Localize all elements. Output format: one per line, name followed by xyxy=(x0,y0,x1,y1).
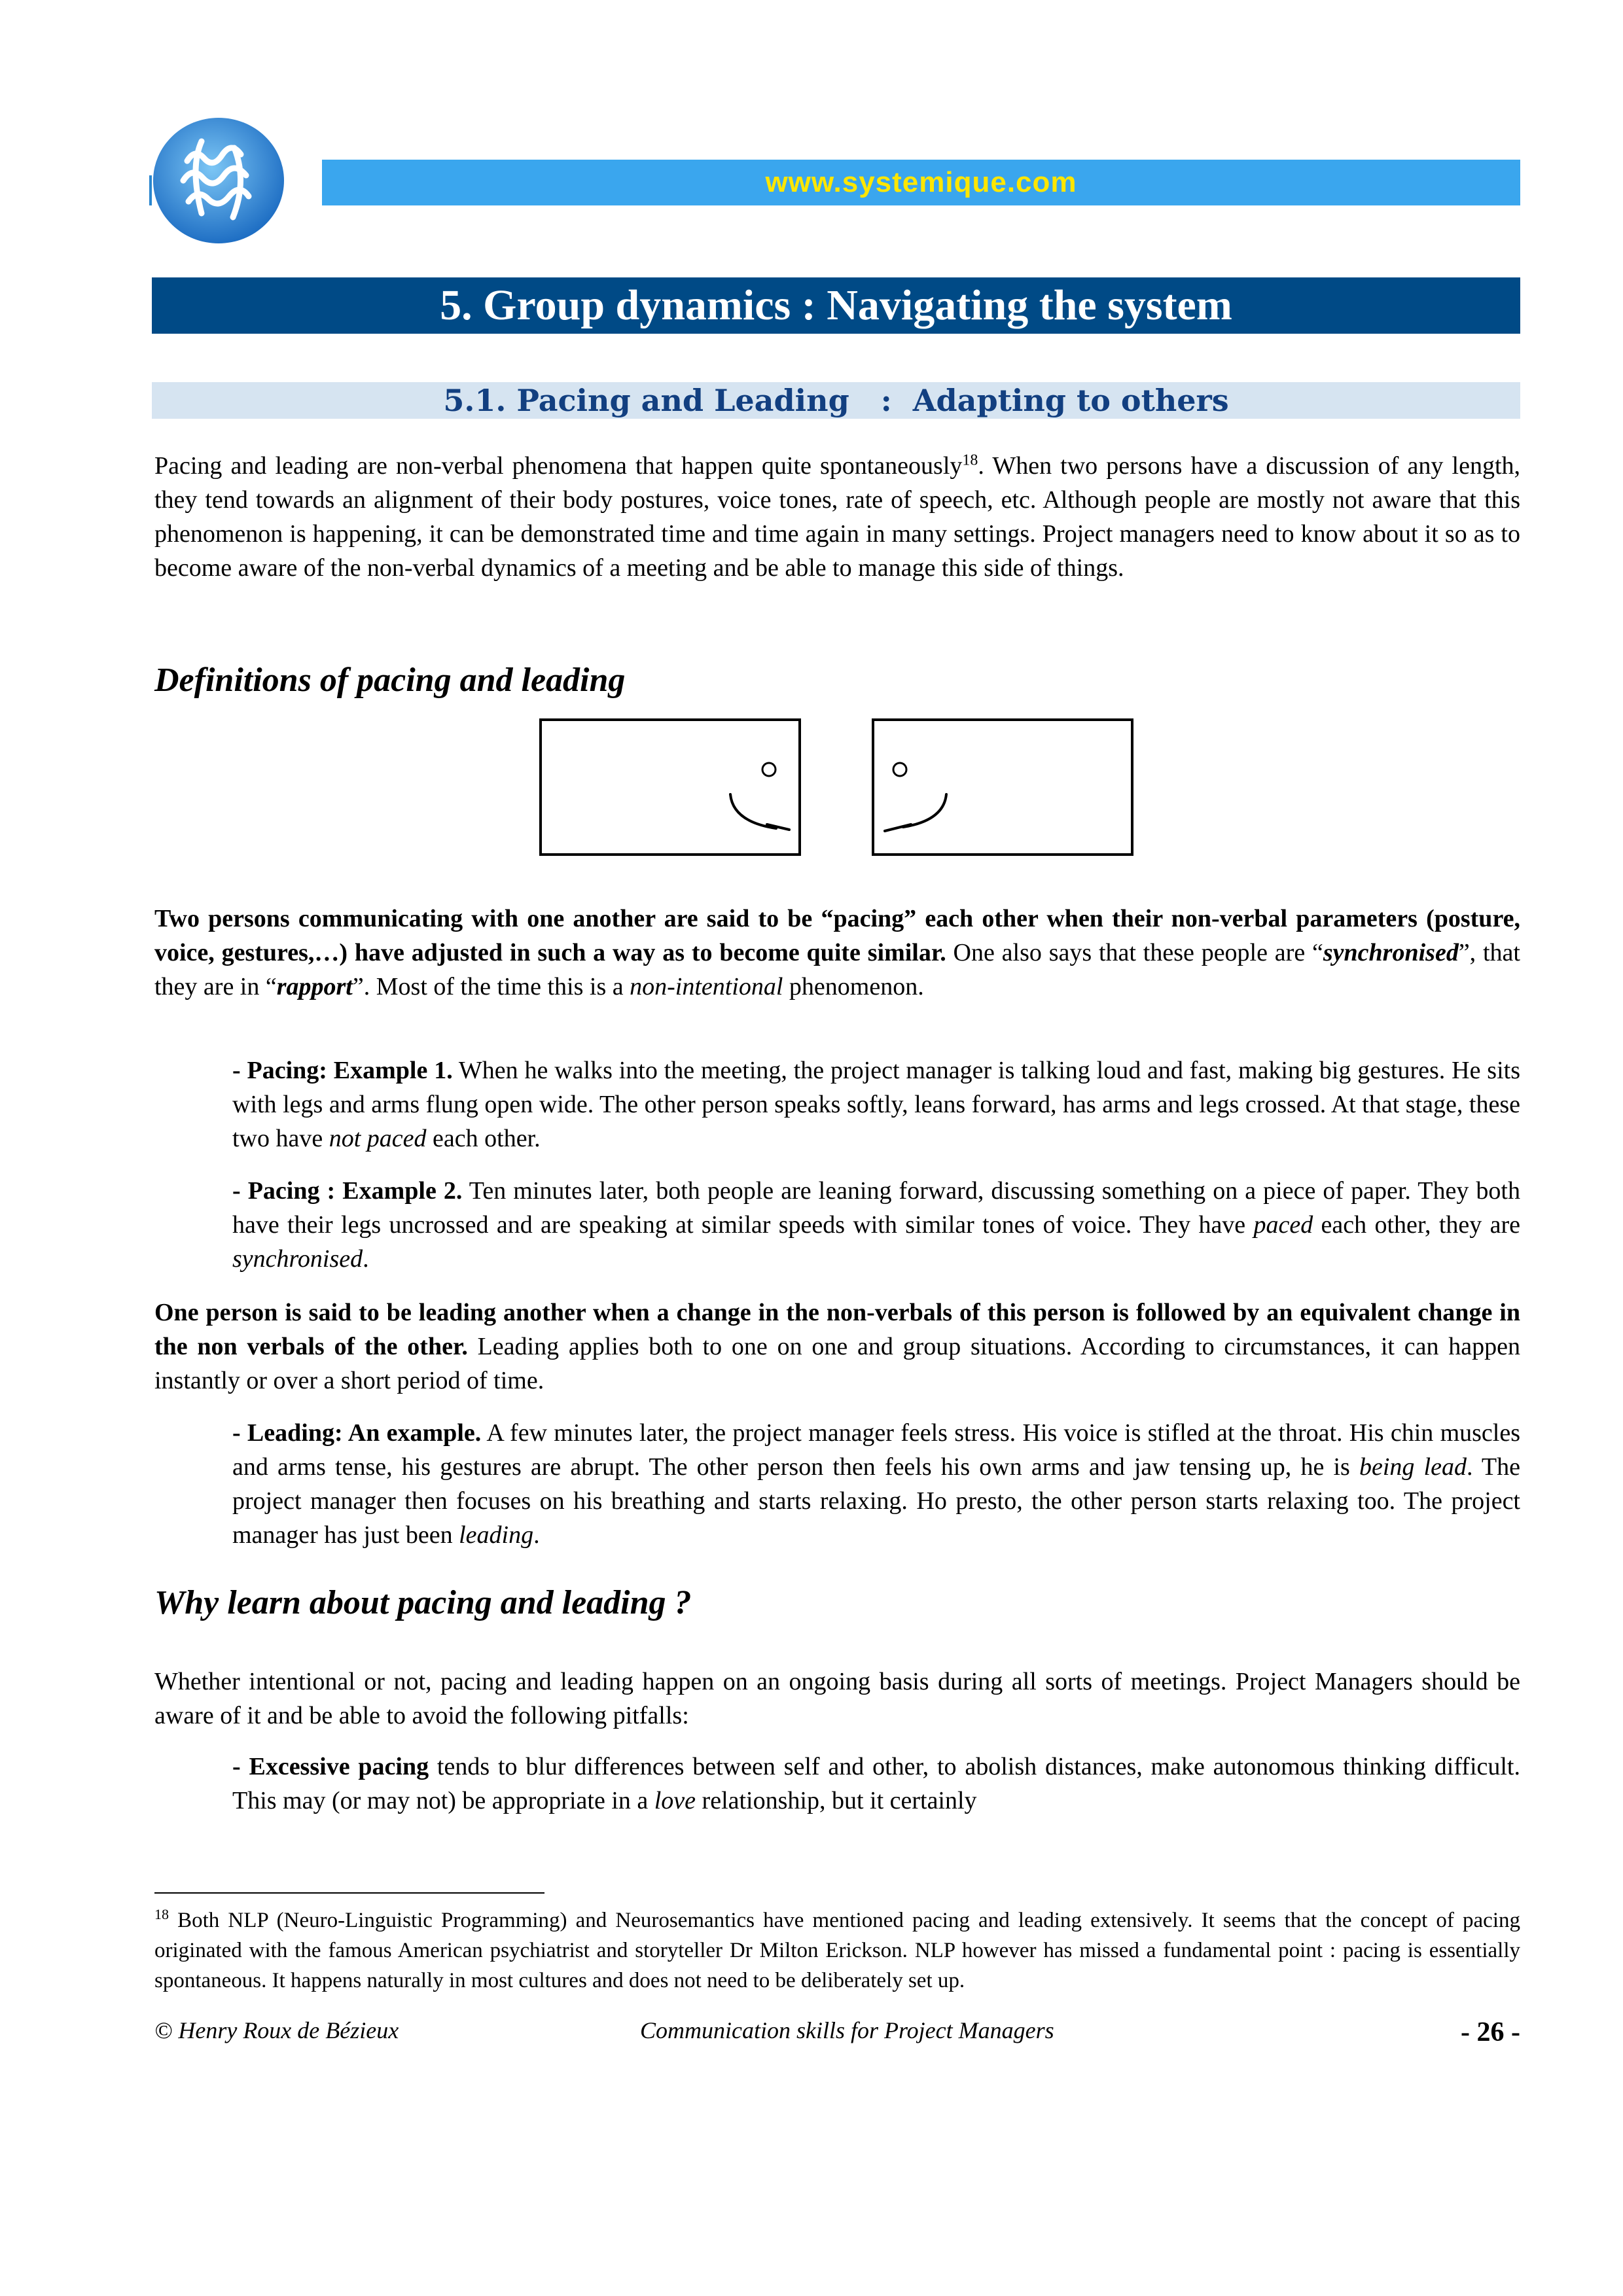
pacing-diagram xyxy=(537,716,1139,860)
footnote-18: $^{18}$ Both NLP (Neuro-Linguistic Programming) and Neurosemantics have mentioned pacing and leading extensively. It seems that the concept of pacing originated with the famous American psychiatrist and storyteller Dr Milton Erickson. NLP however has missed a fundamental point : pacing is essentially spontaneous. It happens naturally in most cultures and does not need to be deliberately set up. xyxy=(154,1906,1520,1992)
chapter-title: 5. Group dynamics : Navigating the system xyxy=(440,281,1232,329)
pacing-example-1: - Pacing: Example 1. When he walks into the meeting, the project manager is talking loud and fast, making big gestures. He sits with legs and arms flung open wide. The other person speaks softly, leans forward, has arms and legs crossed. At that stage, these two have not paced each other. xyxy=(232,1057,1521,1152)
footnote-ref[interactable]: 18 xyxy=(962,451,978,469)
left-head-icon xyxy=(762,763,776,776)
pacing-definition: Two persons communicating with one another are said to be “pacing” each other when their non-verbal parameters (posture, voice, gestures,…) have adjusted in such a way as to become quite similar. One also says that these people are “synchronised”, that they are in “rapport”. Most of the time this is a non-intentional phenomenon. xyxy=(154,905,1520,1000)
website-url[interactable]: www.systemique.com xyxy=(765,166,1077,198)
why-heading: Why learn about pacing and leading ? xyxy=(154,1584,692,1621)
footer-author: © Henry Roux de Bézieux xyxy=(154,2017,399,2043)
pacing-example-2: - Pacing : Example 2. Ten minutes later, both people are leaning forward, discussing something on a piece of paper. They both have their legs uncrossed and are speaking at similar speeds with similar tones of voice. They have paced each other, they are synchronised. xyxy=(232,1177,1520,1273)
right-frame xyxy=(873,720,1132,855)
intro-paragraph: Pacing and leading are non-verbal phenomena that happen quite spontaneously$^{18}$. When two persons have a discussion of any length, they tend towards an alignment of their body postures, voice tones, rate of speech, etc. Although people are mostly not aware that this phenomenon is happening, it can be demonstrated time and time again in many settings. Project managers need to know about it so as to become aware of the non-verbal dynamics of a meeting and be able to manage this side of things. xyxy=(154,451,1520,582)
systemique-logo-icon xyxy=(149,115,288,246)
section-title: 5.1. Pacing and Leading : Adapting to others xyxy=(443,383,1229,418)
leading-example: - Leading: An example. A few minutes later, the project manager feels stress. His voice is stifled at the throat. His chin muscles and arms tense, his gestures are abrupt. The other person then feels his own arms and jaw tensing up, he is being lead. The project manager then focuses on his breathing and starts relaxing. Ho presto, the other person starts relaxing too. The project manager has just been leading. xyxy=(232,1419,1520,1549)
left-body-curve xyxy=(730,794,789,830)
pitfall-excessive-pacing: - Excessive pacing tends to blur differences between self and other, to abolish distances, make autonomous thinking difficult. This may (or may not) be appropriate in a love relationship, but it certainly xyxy=(232,1753,1520,1814)
footer-book-title: Communication skills for Project Managers xyxy=(640,2017,1054,2043)
footnote-rule xyxy=(154,1892,544,1894)
why-intro: Whether intentional or not, pacing and leading happen on an ongoing basis during all sorts of meetings. Project Managers should be aware of it and be able to avoid the following pitfalls: xyxy=(154,1668,1520,1729)
left-frame xyxy=(541,720,800,855)
right-body-curve xyxy=(885,794,946,831)
leading-definition: One person is said to be leading another when a change in the non-verbals of this person is followed by an equivalent change in the non verbals of the other. Leading applies both to one on one and group situations. According to circumstances, it can happen instantly or over a short period of time. xyxy=(154,1299,1520,1394)
right-head-icon xyxy=(893,763,906,776)
definitions-heading: Definitions of pacing and leading xyxy=(154,662,626,699)
page-number: - 26 - xyxy=(1461,2017,1520,2047)
